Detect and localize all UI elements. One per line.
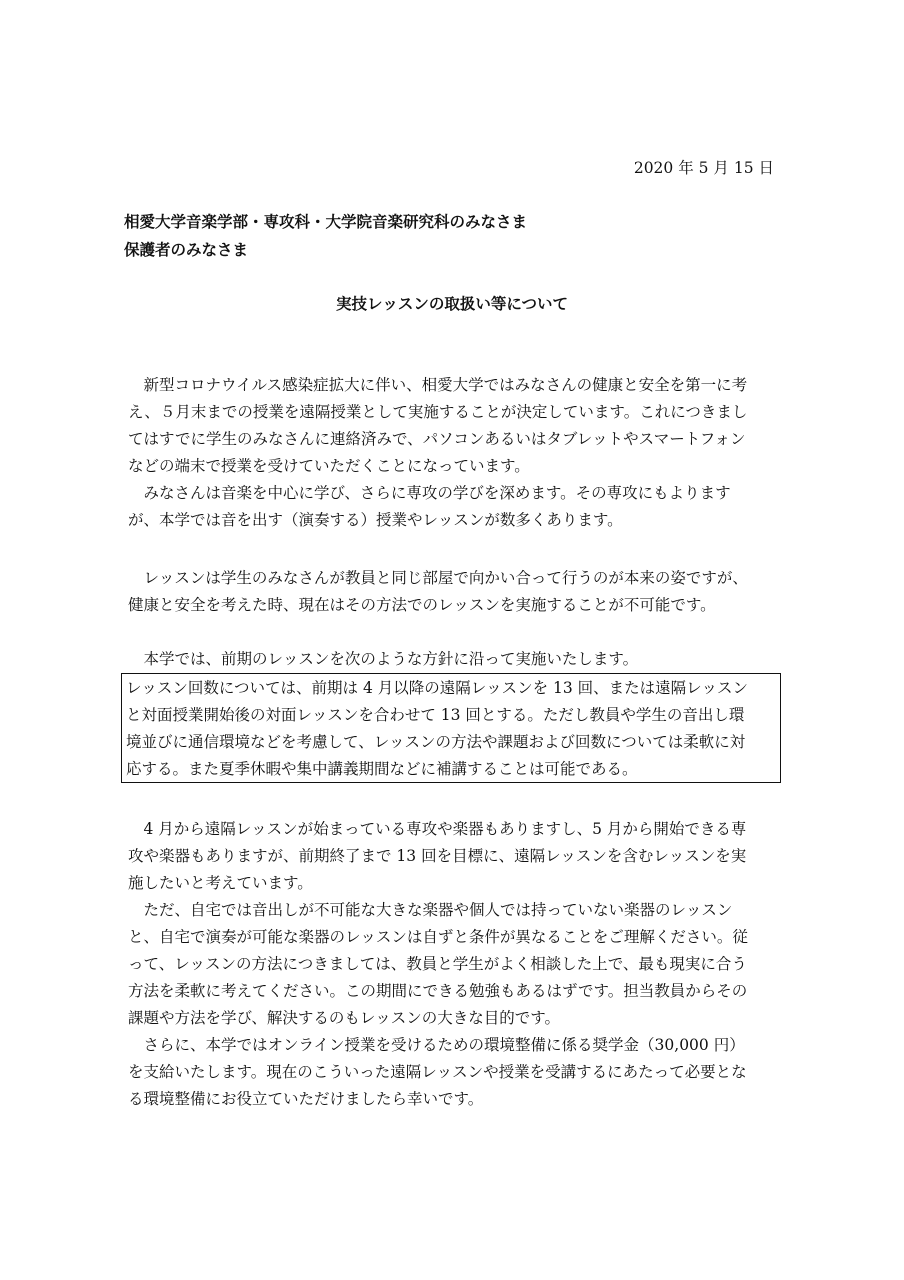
paragraph-line: が、本学では音を出す（演奏する）授業やレッスンが数多くあります。 xyxy=(128,511,623,529)
paragraph-line: レッスンは学生のみなさんが教員と同じ部屋で向かい合って行うのが本来の姿ですが、 xyxy=(128,569,748,587)
paragraph-line: 施したいと考えています。 xyxy=(128,874,313,892)
policy-line: 境並びに通信環境などを考慮して、レッスンの方法や課題および回数については柔軟に対 xyxy=(126,733,746,751)
addressee-students: 相愛大学音楽学部・専攻科・大学院音楽研究科のみなさま xyxy=(124,212,528,231)
paragraph-line: 方法を柔軟に考えてください。この期間にできる勉強もあるはずです。担当教員からその xyxy=(128,982,748,1000)
addressee-guardians: 保護者のみなさま xyxy=(124,240,249,259)
paragraph-line: てはすでに学生のみなさんに連絡済みで、パソコンあるいはタブレットやスマートフォン xyxy=(128,430,746,448)
paragraph-line: 課題や方法を学び、解決するのもレッスンの大きな目的です。 xyxy=(128,1009,560,1027)
document-date: 2020 年 5 月 15 日 xyxy=(633,159,774,177)
document-title: 実技レッスンの取扱い等について xyxy=(335,294,569,313)
paragraph-line: を支給いたします。現在のこういった遠隔レッスンや授業を受講するにあたって必要とな xyxy=(128,1063,747,1081)
paragraph-line: 攻や楽器もありますが、前期終了まで 13 回を目標に、遠隔レッスンを含むレッスンを実 xyxy=(128,847,747,865)
paragraph-line: さらに、本学ではオンライン授業を受けるための環境整備に係る奨学金（30,000 円） xyxy=(128,1036,745,1054)
paragraph-line: と、自宅で演奏が可能な楽器のレッスンは自ずと条件が異なることをご理解ください。従 xyxy=(128,928,748,946)
paragraph-line: 健康と安全を考えた時、現在はその方法でのレッスンを実施することが不可能です。 xyxy=(128,596,716,614)
policy-line: と対面授業開始後の対面レッスンを合わせて 13 回とする。ただし教員や学生の音出し環 xyxy=(126,706,745,724)
paragraph-line: え、５月末までの授業を遠隔授業として実施することが決定しています。これにつきまし xyxy=(128,403,748,421)
paragraph-line: ただ、自宅では音出しが不可能な大きな楽器や個人では持っていない楽器のレッスン xyxy=(128,901,733,919)
paragraph-line: などの端末で授業を受けていただくことになっています。 xyxy=(128,457,530,475)
paragraph-line: 新型コロナウイルス感染症拡大に伴い、相愛大学ではみなさんの健康と安全を第一に考 xyxy=(128,376,748,394)
paragraph-line: 本学では、前期のレッスンを次のような方針に沿って実施いたします。 xyxy=(128,650,639,668)
paragraph-line: って、レッスンの方法につきましては、教員と学生がよく相談した上で、最も現実に合う xyxy=(128,955,747,973)
paragraph-line: 4 月から遠隔レッスンが始まっている専攻や楽器もありますし、5 月から開始できる専 xyxy=(128,820,747,838)
policy-box xyxy=(121,673,781,783)
paragraph-line: る環境整備にお役立ていただけましたら幸いです。 xyxy=(128,1090,484,1108)
policy-line: 応する。また夏季休暇や集中講義期間などに補講することは可能である。 xyxy=(126,760,638,778)
policy-line: レッスン回数については、前期は 4 月以降の遠隔レッスンを 13 回、または遠隔レッスン xyxy=(126,679,749,697)
paragraph-line: みなさんは音楽を中心に学び、さらに専攻の学びを深めます。その専攻にもよります xyxy=(128,484,731,502)
